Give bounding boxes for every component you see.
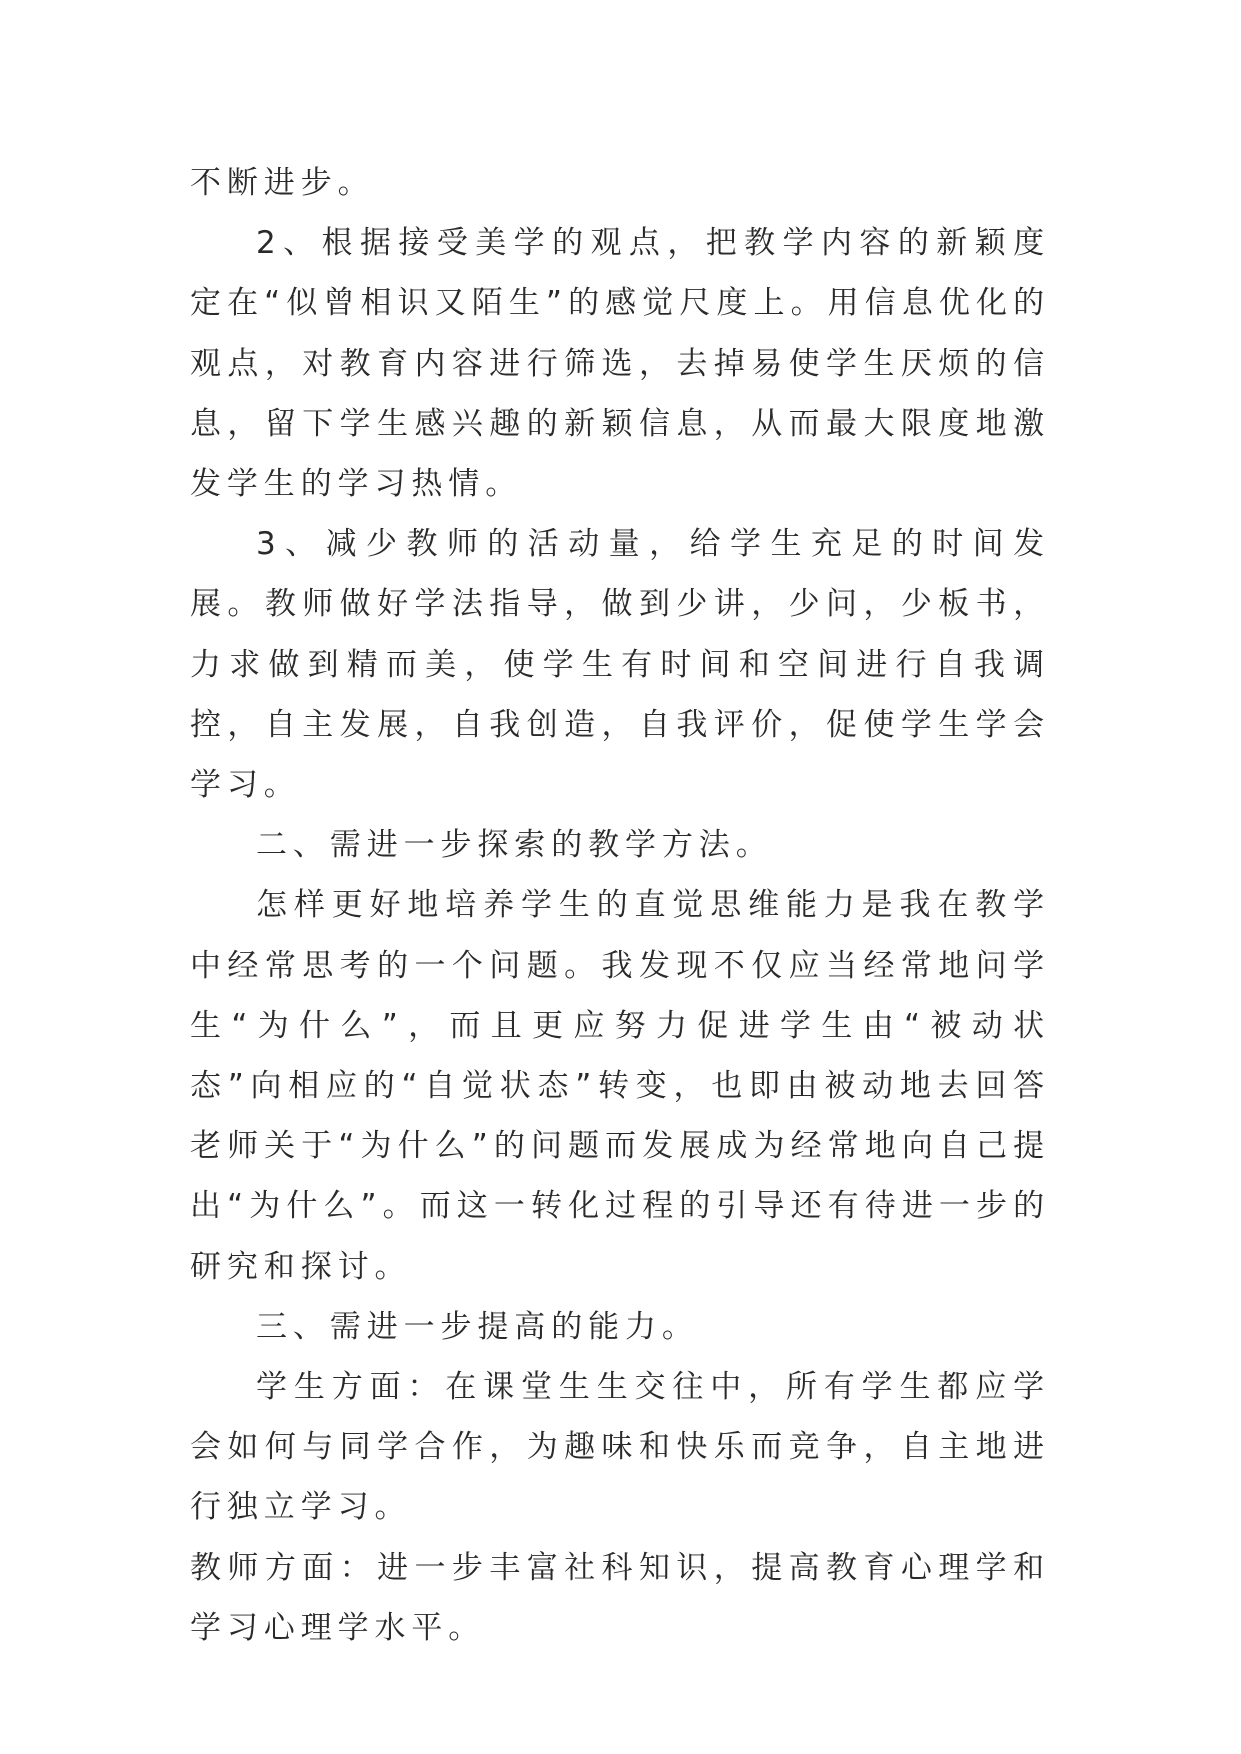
- paragraph-continuation: 不断进步。: [190, 165, 375, 201]
- paragraph-teacher-aspect: 教师方面：进一步丰富社科知识，提高教育心理学和学习心理学水平。: [190, 1549, 1050, 1646]
- paragraph-intuitive-thinking: 怎样更好地培养学生的直觉思维能力是我在教学中经常思考的一个问题。我发现不仅应当经常地问学生“为什么”，而且更应努力促进学生由“被动状态”向相应的“自觉状态”转变，也即由被动地去回答老师关于“为什么”的问题而发展成为经常地向自己提出“为什么”。而这一转化过程的引导还有待进一步的研究和探讨。: [190, 887, 1050, 1285]
- section-heading-3: 三、需进一步提高的能力。: [256, 1308, 699, 1345]
- section-heading-2: 二、需进一步探索的教学方法。: [256, 827, 773, 864]
- paragraph-student-aspect: 学生方面：在课堂生生交往中，所有学生都应学会如何与同学合作，为趣味和快乐而竞争，自主地进行独立学习。: [190, 1369, 1050, 1526]
- paragraph-point-3: 3、减少教师的活动量，给学生充足的时间发展。教师做好学法指导，做到少讲，少问，少板书，力求做到精而美，使学生有时间和空间进行自我调控，自主发展，自我创造，自我评价，促使学生学会学习。: [190, 526, 1050, 804]
- document-body: [190, 153, 1050, 1658]
- paragraph-point-2: 2、根据接受美学的观点，把教学内容的新颖度定在“似曾相识又陌生”的感觉尺度上。用信息优化的观点，对教育内容进行筛选，去掉易使学生厌烦的信息，留下学生感兴趣的新颖信息，从而最大限度地激发学生的学习热情。: [190, 225, 1050, 503]
